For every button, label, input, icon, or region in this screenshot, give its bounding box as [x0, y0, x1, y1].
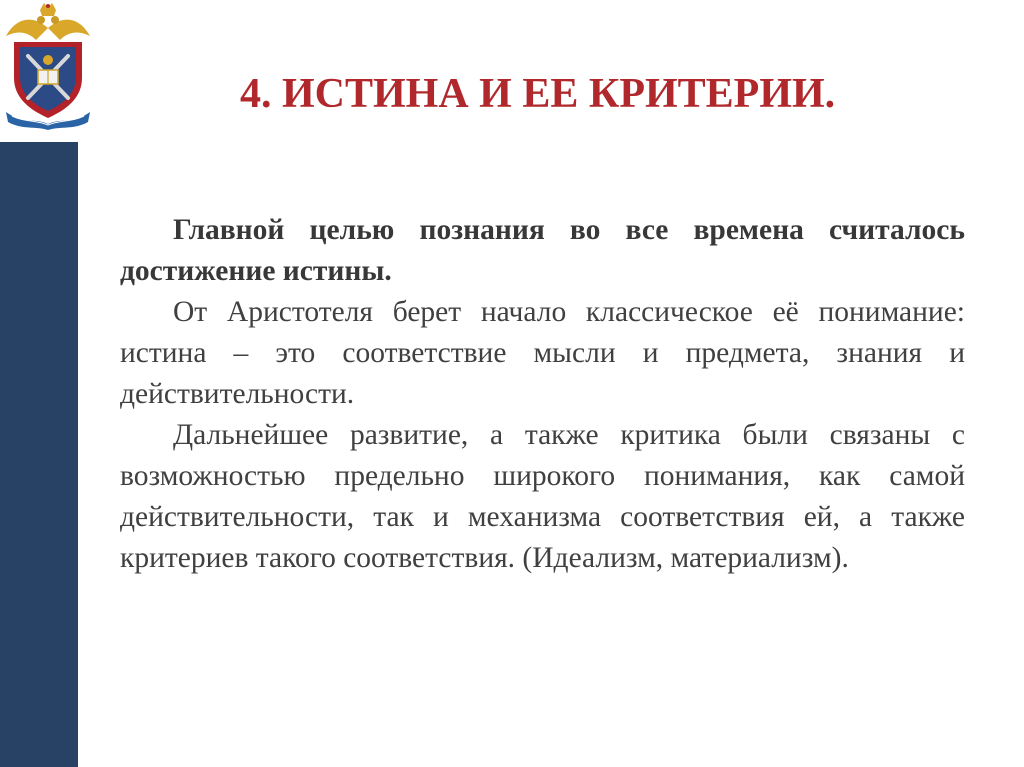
slide-body [120, 210, 965, 579]
slide-title: 4. ИСТИНА И ЕЕ КРИТЕРИИ. [240, 71, 836, 117]
side-bar [0, 142, 78, 767]
institution-emblem-icon [2, 0, 94, 132]
paragraph-main-goal: Главной целью познания во все времена считалось достижение истины. [120, 214, 965, 287]
paragraph-further-development: Дальнейшее развитие, а также критика были связаны с возможностью предельно широкого понимания, как самой действительности, так и механизма соответствия ей, а также критериев такого соответствия. (Идеализм, материализм). [120, 419, 965, 574]
paragraph-aristotle: От Аристотеля берет начало классическое её понимание: истина – это соответствие мысли и предмета, знания и действительности. [120, 296, 965, 410]
